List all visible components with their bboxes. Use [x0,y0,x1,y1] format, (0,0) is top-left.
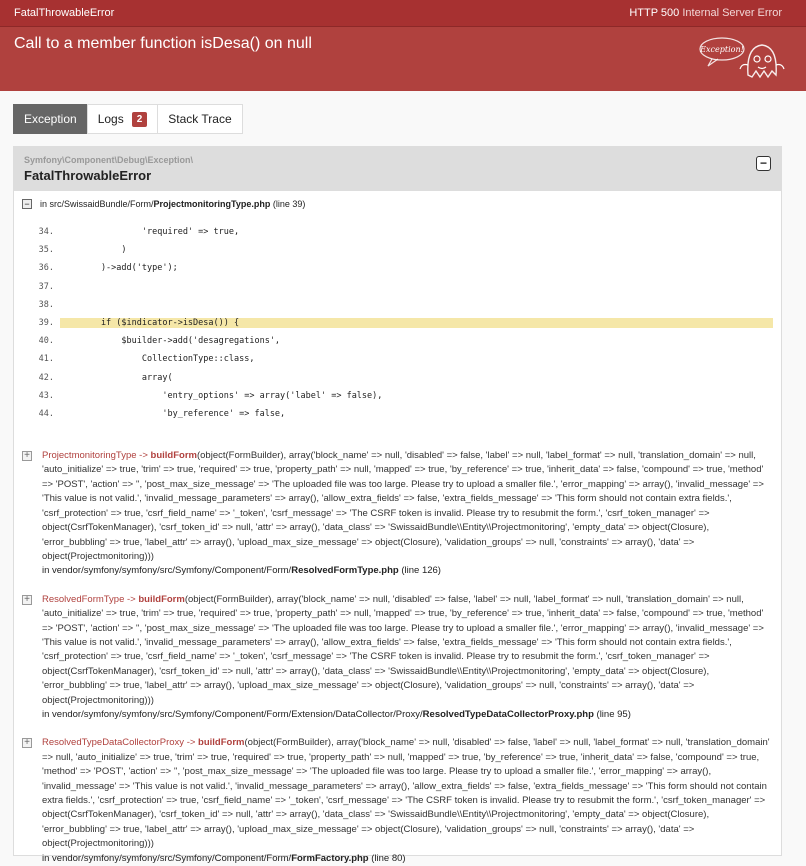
tab-stack-trace-label: Stack Trace [168,112,232,126]
tab-exception[interactable] [13,104,88,134]
code-line [14,296,781,314]
file-line-number: (line 39) [272,199,306,209]
code-line [14,278,781,296]
code-line-number: 38. [38,299,54,310]
expand-trace-icon[interactable]: + [22,595,32,605]
trace-location [42,709,631,720]
code-line [14,332,781,350]
file-path [40,199,305,209]
trace-location [42,853,406,864]
trace-loc-file: FormFactory.php [291,852,369,864]
collapse-code-icon[interactable]: − [22,199,32,209]
code-line-text: $builder->add('desagregations', [60,336,281,347]
trace-method: buildForm [138,593,185,605]
code-line-number: 37. [38,281,54,292]
exception-panel [13,146,782,864]
file-name: ProjectmonitoringType.php [153,199,271,209]
exception-message: Call to a member function isDesa() on null [14,35,312,52]
top-bar [0,0,806,27]
expand-trace-icon[interactable]: + [22,738,32,748]
code-line-text: 'required' => true, [60,227,240,238]
stack-trace-list [14,449,781,866]
code-line [14,350,781,368]
exception-namespace: Symfony\Component\Debug\Exception\ [24,155,194,165]
code-line-text: ) [60,245,127,256]
trace-entry [14,593,781,723]
code-line-number: 39. [38,318,54,329]
code-line-number: 44. [38,408,54,419]
exception-header [0,27,806,91]
code-line [14,405,781,423]
code-line-number: 34. [38,227,54,238]
trace-arrow: -> [139,450,148,462]
http-code: HTTP 500 [629,7,680,19]
trace-entry [14,449,781,579]
exception-class: FatalThrowableError [24,168,152,183]
trace-call[interactable] [42,737,245,748]
trace-args: (object(FormBuilder), array('block_name' => null, 'disabled' => false, 'label' => null, 'label_format' => null, 'translation_domain' => null, 'auto_initialize' => true, 'trim' => true, 'required' => true, 'property_path' => null, 'mapped' => true, 'by_reference' => true, 'inherit_data' => false, 'compound' => true, 'method' => 'POST', 'action' => '', 'post_max_size_message' => 'The uploaded file was too large. Please try to upload a smaller file.', 'error_mapping' => array(), 'invalid_message' => 'This value is not valid.', 'invalid_message_parameters' => array(), 'allow_extra_fields' => false, 'extra_fields_message' => 'This form should not contain extra fields.', 'csrf_protection' => true, 'csrf_field_name' => '_token', 'csrf_message' => 'The CSRF token is invalid. Please try to resubmit the form.', 'csrf_token_manager' => object(CsrfTokenManager), 'csrf_token_id' => null, 'attr' => array(), 'data_class' => 'SwissaidBundle\\Entity\\Projectmonitoring', 'empty_data' => object(Closure), 'error_bubbling' => true, 'label_attr' => array(), 'upload_max_size_message' => object(Closure), 'validation_groups' => null, 'constraints' => array(), 'data' => object(Projectmonitoring))) [42,593,764,706]
exception-file-line [14,191,781,209]
file-prefix: in src/SwissaidBundle/Form/ [40,199,154,209]
trace-class: ProjectmonitoringType [42,450,137,462]
ghost-bubble-text: Exception! [700,45,744,54]
code-line [14,387,781,405]
tab-bar [13,104,242,134]
trace-arrow: -> [186,737,196,749]
tab-logs[interactable] [87,104,159,134]
trace-entry [14,736,781,866]
trace-arrow: -> [127,593,136,605]
code-line-text: 'by_reference' => false, [60,408,286,419]
code-excerpt [14,223,781,423]
code-line-number: 43. [38,390,54,401]
logs-count-badge: 2 [132,112,148,127]
trace-loc-file: ResolvedFormType.php [291,565,399,577]
http-status [629,7,782,19]
code-line-text: CollectionType::class, [60,354,255,365]
collapse-toggle-icon[interactable]: − [756,156,771,171]
tab-logs-label: Logs [97,112,124,126]
code-line-text: array( [60,372,173,383]
code-line-number: 41. [38,354,54,365]
trace-loc-line: (line 80) [371,852,406,864]
http-text: Internal Server Error [682,7,782,19]
code-line [14,223,781,241]
trace-loc-prefix: in vendor/symfony/symfony/src/Symfony/Component/Form/ [42,565,292,577]
code-line-text: 'entry_options' => array('label' => false), [60,390,383,401]
exception-panel-header [14,147,781,191]
ghost-icon [698,35,788,85]
error-type: FatalThrowableError [14,7,115,19]
trace-class: ResolvedFormType [42,593,125,605]
trace-args: (object(FormBuilder), array('block_name' => null, 'disabled' => false, 'label' => null, 'label_format' => null, 'translation_domain' => null, 'auto_initialize' => true, 'trim' => true, 'required' => true, 'property_path' => null, 'mapped' => true, 'by_reference' => true, 'inherit_data' => false, 'compound' => true, 'method' => 'POST', 'action' => '', 'post_max_size_message' => 'The uploaded file was too large. Please try to upload a smaller file.', 'error_mapping' => array(), 'invalid_message' => 'This value is not valid.', 'invalid_message_parameters' => array(), 'allow_extra_fields' => false, 'extra_fields_message' => 'This form should not contain extra fields.', 'csrf_protection' => true, 'csrf_field_name' => '_token', 'csrf_message' => 'The CSRF token is invalid. Please try to resubmit the form.', 'csrf_token_manager' => object(CsrfTokenManager), 'csrf_token_id' => null, 'attr' => array(), 'data_class' => 'SwissaidBundle\\Entity\\Projectmonitoring', 'empty_data' => object(Closure), 'error_bubbling' => true, 'label_attr' => array(), 'upload_max_size_message' => object(Closure), 'validation_groups' => null, 'constraints' => array(), 'data' => object(Projectmonitoring))) [42,450,764,562]
code-line [14,259,781,277]
code-line-text: )->add('type'); [60,263,178,274]
trace-loc-prefix: in vendor/symfony/symfony/src/Symfony/Component/Form/ [42,852,292,864]
trace-call[interactable] [42,594,185,605]
code-line-number: 40. [38,336,54,347]
trace-method: buildForm [198,737,245,749]
trace-method: buildForm [150,450,197,462]
code-line-number: 35. [38,245,54,256]
trace-call[interactable] [42,450,197,461]
code-line [14,314,781,332]
trace-args: (object(FormBuilder), array('block_name' => null, 'disabled' => false, 'label' => null, 'label_format' => null, 'translation_domain' => null, 'auto_initialize' => true, 'trim' => true, 'required' => true, 'property_path' => null, 'mapped' => true, 'by_reference' => true, 'inherit_data' => false, 'compound' => true, 'method' => 'POST', 'action' => '', 'post_max_size_message' => 'The uploaded file was too large. Please try to upload a smaller file.', 'error_mapping' => array(), 'invalid_message' => 'This value is not valid.', 'invalid_message_parameters' => array(), 'allow_extra_fields' => false, 'extra_fields_message' => 'This form should not contain extra fields.', 'csrf_protection' => true, 'csrf_field_name' => '_token', 'csrf_message' => 'The CSRF token is invalid. Please try to resubmit the form.', 'csrf_token_manager' => object(CsrfTokenManager), 'csrf_token_id' => null, 'attr' => array(), 'data_class' => 'SwissaidBundle\\Entity\\Projectmonitoring', 'empty_data' => object(Closure), 'error_bubbling' => true, 'label_attr' => array(), 'upload_max_size_message' => object(Closure), 'validation_groups' => null, 'constraints' => array(), 'data' => object(Projectmonitoring))) [42,737,770,850]
tab-exception-label: Exception [24,112,77,126]
code-line-text: if ($indicator->isDesa()) { [60,318,773,328]
trace-loc-line: (line 95) [596,708,631,720]
tab-stack-trace[interactable] [157,104,242,134]
code-line [14,241,781,259]
expand-trace-icon[interactable]: + [22,451,32,461]
code-line [14,369,781,387]
code-line-number: 42. [38,372,54,383]
trace-loc-line: (line 126) [401,565,441,577]
code-line-number: 36. [38,263,54,274]
trace-loc-file: ResolvedTypeDataCollectorProxy.php [422,708,594,720]
trace-class: ResolvedTypeDataCollectorProxy [42,737,185,749]
trace-location [42,565,441,576]
trace-loc-prefix: in vendor/symfony/symfony/src/Symfony/Component/Form/Extension/DataCollector/Proxy/ [42,708,423,720]
